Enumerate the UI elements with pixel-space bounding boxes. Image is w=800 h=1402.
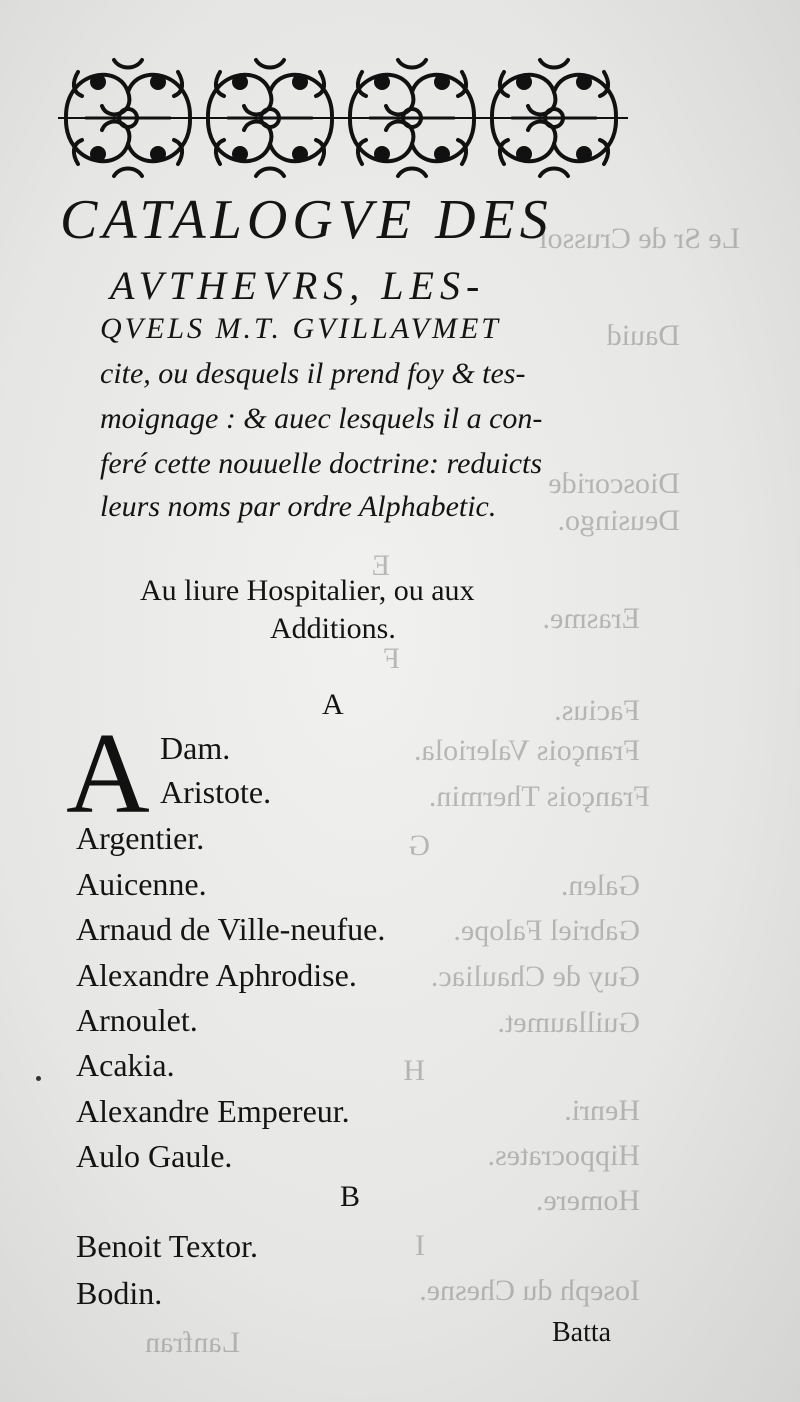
author-entry: Aulo Gaule. bbox=[76, 1138, 233, 1174]
bleed-line: Lanfran bbox=[145, 1326, 240, 1359]
bleed-line: Deusingo. bbox=[557, 504, 680, 537]
title-line: cite, ou desquels il prend foy & tes- bbox=[100, 357, 526, 390]
author-entry: Benoit Textor. bbox=[76, 1228, 259, 1264]
bleed-line: Guy de Chauliac. bbox=[430, 960, 640, 993]
author-entry: Auicenne. bbox=[76, 866, 207, 902]
bleed-line: Hippocrates. bbox=[487, 1139, 640, 1172]
author-entry: Aristote. bbox=[160, 774, 272, 810]
bleed-line: Gabriel Falope. bbox=[453, 914, 640, 947]
bleed-line: Galen. bbox=[560, 869, 640, 902]
catchword: Batta bbox=[552, 1317, 612, 1348]
section-letter: A bbox=[322, 688, 344, 721]
author-entry: Dam. bbox=[160, 730, 231, 766]
bleed-line: Dioscoride bbox=[548, 467, 680, 500]
subtitle-line: Additions. bbox=[270, 612, 396, 645]
author-entry: Arnoulet. bbox=[76, 1002, 198, 1038]
author-entry: Arnaud de Ville-neufue. bbox=[76, 911, 386, 947]
title-line: leurs noms par ordre Alphabetic. bbox=[100, 490, 497, 523]
bleed-line: Ioseph du Chesne. bbox=[419, 1274, 640, 1307]
title-line: QVELS M.T. GVILLAVMET bbox=[100, 312, 501, 345]
ink-speck bbox=[36, 1076, 41, 1081]
title-line: feré cette nouuelle doctrine: reduicts bbox=[100, 447, 543, 480]
bleed-line: François Valeriola. bbox=[413, 734, 640, 767]
drop-cap: A bbox=[66, 710, 150, 838]
section-letter: B bbox=[340, 1180, 361, 1213]
bleed-line: Le Sr de Crussol bbox=[539, 222, 740, 255]
author-entry: Bodin. bbox=[76, 1275, 163, 1311]
title-line: moignage : & auec lesquels il a con- bbox=[100, 402, 543, 435]
bleed-line: Facius. bbox=[554, 694, 640, 727]
bleed-line: G bbox=[408, 829, 430, 862]
author-entry: Alexandre Empereur. bbox=[76, 1093, 350, 1129]
bleed-line: I bbox=[415, 1229, 425, 1262]
title-line: CATALOGVE DES bbox=[60, 189, 553, 251]
author-entry: Acakia. bbox=[76, 1047, 175, 1083]
title-line: AVTHEVRS, LES- bbox=[110, 263, 486, 308]
bleed-line: François Thermin. bbox=[428, 780, 650, 813]
subtitle-line: Au liure Hospitalier, ou aux bbox=[140, 574, 475, 607]
bleed-line: E bbox=[371, 549, 390, 582]
author-entry: Alexandre Aphrodise. bbox=[76, 957, 357, 993]
bleed-line: H bbox=[403, 1054, 425, 1087]
bleed-line: Henri. bbox=[564, 1094, 640, 1127]
author-entry: Argentier. bbox=[76, 820, 205, 856]
headpiece-ornament bbox=[58, 52, 628, 184]
bleed-line: Dauid bbox=[606, 319, 680, 352]
bleed-line: Erasme. bbox=[542, 602, 640, 635]
bleed-line: Homere. bbox=[535, 1184, 640, 1217]
bleed-line: F bbox=[383, 642, 400, 675]
bleed-line: Guillaumet. bbox=[497, 1006, 640, 1039]
